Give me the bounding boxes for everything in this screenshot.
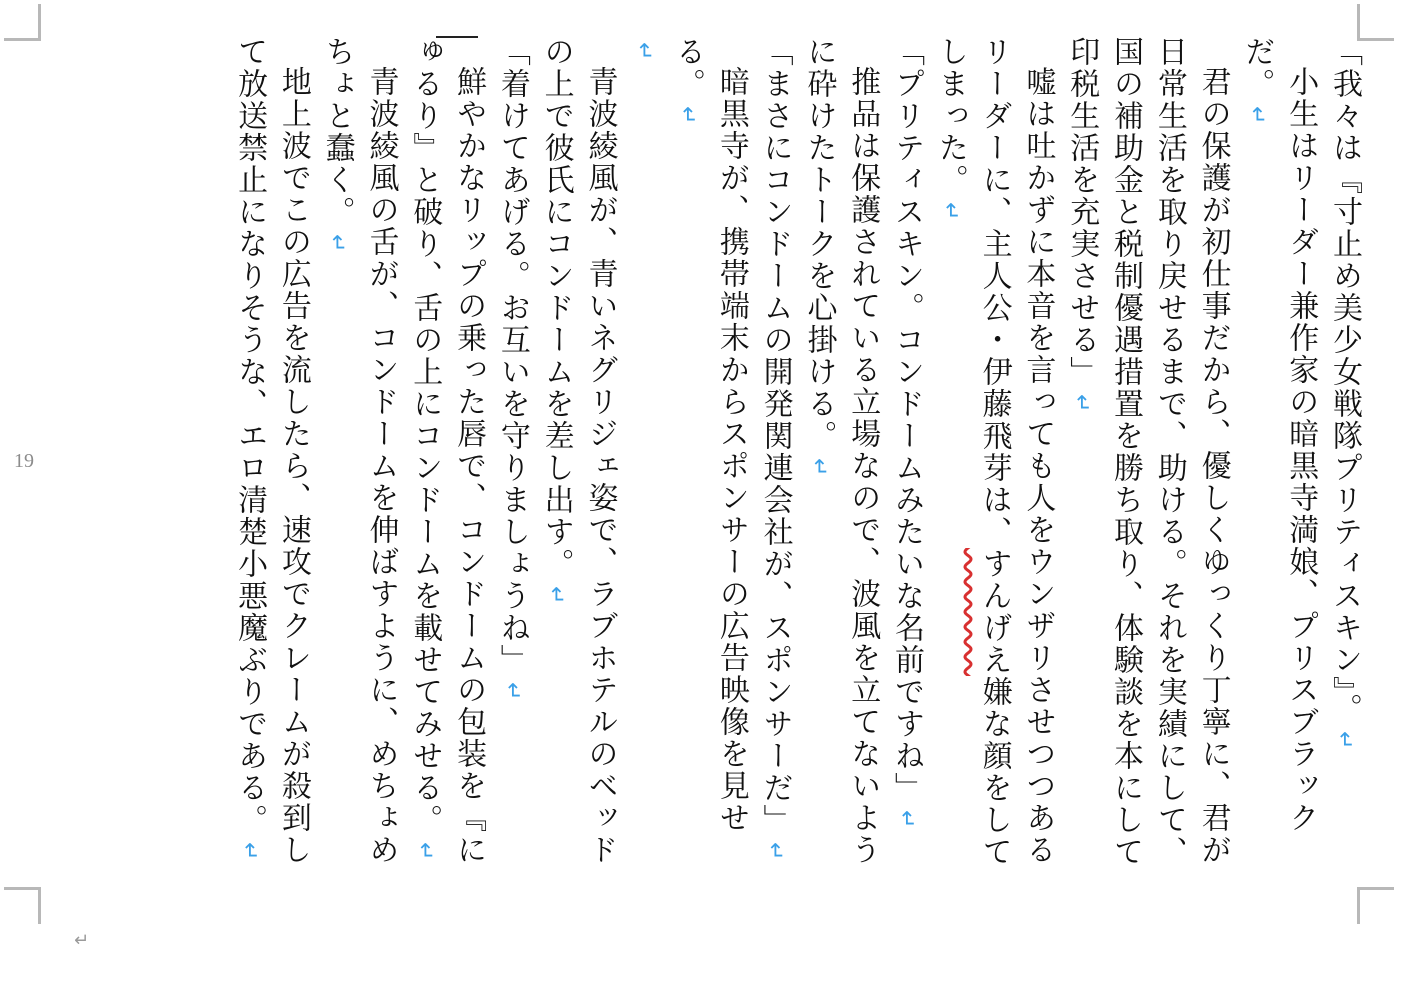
paragraph-mark-icon: ↵	[675, 106, 701, 127]
paragraph-mark-icon: ↵	[324, 234, 350, 255]
paragraph: 「我々は『寸止め美少女戦隊プリティスキン』。↵	[1327, 36, 1362, 752]
paragraph-mark-icon: ↵	[894, 810, 920, 831]
paragraph: 「着けてあげる。お互いを守りましょうね」↵	[494, 36, 530, 703]
paragraph: 君の保護が初仕事だから、優しくゆっくり丁寧に、君が日常生活を取り戻せるまで、助ける。それを実績にして、国の補助金と税制優遇措置を勝ち取り、体験談を本にして印税生活を充実させる」↵	[1064, 36, 1231, 868]
paragraph	[621, 36, 665, 896]
paragraph-mark-icon: ↵	[499, 682, 525, 703]
paragraph: 小生はリーダー兼作家の暗黒寺満娘、プリスブラックだ。↵	[1239, 36, 1319, 834]
paragraph: 鮮やかなリップの乗った唇で、コンドームの包装を『にゅるり』と破り、舌の上にコンドームを載せてみせる。↵	[407, 36, 487, 866]
paragraph-mark-icon: ↵	[1244, 106, 1270, 127]
paragraph-mark-icon: ↵	[237, 842, 263, 863]
paragraph: 青波綾風の舌が、コンドームを伸ばすように、めちょめちょと蠢く。↵	[319, 36, 399, 866]
paragraph: 「まさにコンドームの開発関連会社が、スポンサーだ」↵	[757, 36, 793, 863]
paragraph-mark-icon: ↵	[543, 586, 569, 607]
paragraph: 青波綾風が、青いネグリジェ姿で、ラブホテルのベッドの上で彼氏にコンドームを差し出す。↵	[538, 36, 618, 866]
spellcheck-squiggle[interactable]: すんげえ	[976, 548, 1012, 676]
paragraph: 「プリティスキン。コンドームみたいな名前ですね」↵	[889, 36, 925, 831]
vertical-text-body[interactable]	[48, 36, 1366, 896]
paragraph-mark-icon: ↵	[762, 842, 788, 863]
page-number: 19	[14, 450, 34, 472]
crop-mark-bottom-left	[4, 887, 41, 924]
paragraph: 暗黒寺が、携帯端末からスポンサーの広告映像を見せる。↵	[670, 36, 749, 834]
paragraph: 推品は保護されている立場なので、波風を立てないように砕けたトークを心掛ける。↵	[801, 36, 881, 866]
paragraph-mark-icon: ↵	[806, 458, 832, 479]
paragraph-mark-icon: ↵	[937, 202, 963, 223]
end-of-document-mark-icon: ↵	[74, 930, 90, 951]
paragraph-mark-icon: ↵	[1069, 394, 1095, 415]
paragraph-mark-icon: ↵	[412, 842, 438, 863]
paragraph: 地上波でこの広告を流したら、速攻でクレームが殺到して放送禁止になりそうな、エロ清楚小悪魔ぶりである。↵	[232, 36, 311, 866]
paragraph-mark-icon: ↵	[631, 42, 657, 63]
crop-mark-top-left	[4, 4, 41, 41]
paragraph-mark-icon: ↵	[1332, 731, 1357, 752]
paragraph: 嘘は吐かずに本音を言っても人をウンザリさせつつあるリーダーに、主人公・伊藤飛芽は、すんげえ嫌な顔をしてしまった。↵	[932, 36, 1056, 868]
